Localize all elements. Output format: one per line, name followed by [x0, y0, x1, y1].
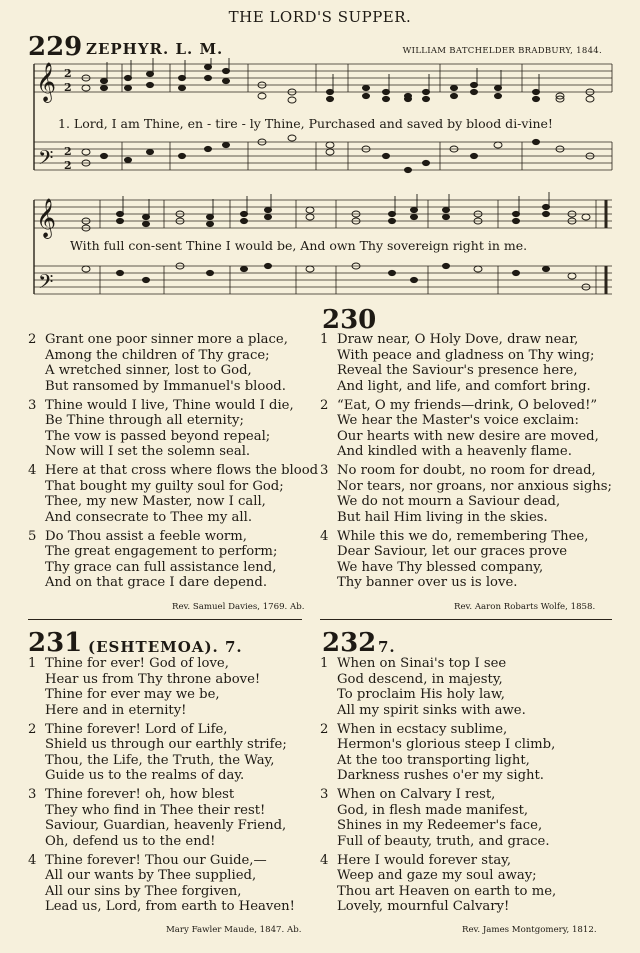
stanza	[320, 463, 620, 525]
svg-text:𝄢: 𝄢	[38, 270, 54, 298]
stanza	[28, 853, 318, 915]
hymn-230-number: 230	[322, 305, 377, 335]
verse-line: Thine for ever! God of love,	[45, 656, 229, 671]
verse-line: All our wants by Thee supplied,	[45, 868, 257, 884]
stanza	[28, 463, 318, 525]
verse-line: Hear us from Thy throne above!	[45, 671, 261, 687]
verse-line: We do not mourn a Saviour dead,	[337, 494, 561, 510]
verse-number: 3	[320, 463, 329, 479]
verse-line: Here and in eternity!	[45, 702, 187, 718]
hymn-232-number: 232	[322, 628, 377, 658]
verse-number: 5	[28, 528, 37, 544]
verse-line: Weep and gaze my soul away;	[337, 868, 537, 884]
verse-line: Guide us to the realms of day.	[45, 768, 245, 784]
verse-line: Thy grace can full assistance lend,	[45, 559, 277, 575]
verse-number: 2	[320, 397, 329, 413]
verse-line: Here at that cross where flows the blood	[45, 463, 319, 479]
verse-line: When in ecstacy sublime,	[337, 721, 508, 737]
svg-text:2: 2	[64, 67, 72, 80]
verse-line: Thy banner over us is love.	[337, 575, 518, 591]
verse-number: 4	[320, 852, 329, 868]
hymn-229-lyric-line-1: 1. Lord, I am Thine, en - tire - ly Thine, Purchased and saved by blood di-vine!	[58, 116, 553, 131]
verse-line: Lead us, Lord, from earth to Heaven!	[45, 899, 295, 915]
verse-line: We hear the Master's voice exclaim:	[337, 413, 579, 429]
verse-number: 4	[28, 463, 37, 479]
stanza	[320, 529, 620, 591]
verse-line: All our sins by Thee forgiven,	[45, 883, 242, 899]
verse-line: Thine forever! Lord of Life,	[45, 721, 228, 737]
verse-number: 4	[320, 528, 329, 544]
verse-line: All my spirit sinks with awe.	[337, 702, 526, 718]
verse-line: No room for doubt, no room for dread,	[337, 463, 596, 479]
verse-line: And on that grace I dare depend.	[45, 575, 268, 591]
running-head: THE LORD'S SUPPER.	[228, 8, 412, 26]
verse-number: 2	[28, 332, 37, 347]
verse-line: Oh, defend us to the end!	[45, 833, 216, 849]
hymn-230-credit: Rev. Aaron Robarts Wolfe, 1858.	[454, 602, 596, 612]
verse-number: 2	[320, 721, 329, 737]
verse-line: But ransomed by Immanuel's blood.	[45, 378, 286, 394]
stanza	[320, 853, 620, 915]
hymn-232-tune: 7.	[378, 638, 396, 656]
verse-line: Thine forever! oh, how blest	[45, 787, 235, 803]
verse-line: Dear Saviour, let our graces prove	[337, 544, 568, 560]
verse-number: 1	[320, 656, 329, 671]
hymn-232-stanzas	[320, 656, 620, 918]
verse-line: “Eat, O my friends—drink, O beloved!”	[337, 397, 598, 413]
verse-line: When on Sinai's top I see	[337, 656, 507, 671]
verse-line: Thine would I live, Thine would I die,	[45, 397, 294, 413]
verse-line: Do Thou assist a feeble worm,	[45, 528, 247, 544]
stanza	[28, 722, 318, 784]
hymn-231-number: 231	[28, 628, 83, 658]
verse-line: Shield us through our earthly strife;	[45, 737, 287, 753]
verse-line: Grant one poor sinner more a place,	[45, 332, 288, 347]
stanza	[320, 656, 620, 718]
verse-line: And light, and life, and comfort bring.	[337, 378, 591, 394]
verse-line: God, in flesh made manifest,	[337, 802, 529, 818]
verse-line: Draw near, O Holy Dove, draw near,	[337, 332, 579, 347]
divider-right	[320, 619, 612, 620]
verse-line: Thou, the Life, the Truth, the Way,	[45, 752, 275, 768]
verse-line: While this we do, remembering Thee,	[337, 528, 589, 544]
hymn-230-stanzas	[320, 332, 620, 594]
hymn-229-stanzas	[28, 332, 318, 594]
verse-line: With peace and gladness on Thy wing;	[337, 347, 595, 363]
hymn-232-credit: Rev. James Montgomery, 1812.	[462, 925, 597, 935]
svg-text:𝄞: 𝄞	[36, 198, 57, 238]
verse-number: 3	[320, 787, 329, 803]
stanza	[28, 787, 318, 849]
stanza	[320, 332, 620, 394]
verse-line: When on Calvary I rest,	[337, 787, 496, 803]
verse-line: The vow is passed beyond repeal;	[45, 428, 271, 444]
hymn-229-credit: Rev. Samuel Davies, 1769. Ab.	[172, 602, 305, 612]
verse-number: 1	[320, 332, 329, 347]
hymn-229-number: 229	[28, 32, 83, 62]
hymn-231-stanzas	[28, 656, 318, 918]
svg-text:𝄞: 𝄞	[36, 62, 57, 102]
verse-line: Thine forever! Thou our Guide,—	[45, 852, 267, 868]
hymn-231-tune: (ESHTEMOA). 7.	[88, 638, 243, 656]
stanza	[320, 722, 620, 784]
verse-line: Thine for ever may we be,	[45, 687, 220, 703]
hymn-229-composer: WILLIAM BATCHELDER BRADBURY, 1844.	[402, 46, 602, 56]
verse-line: Hermon's glorious steep I climb,	[337, 737, 556, 753]
verse-number: 4	[28, 852, 37, 868]
verse-line: We have Thy blessed company,	[337, 559, 544, 575]
verse-line: Be Thine through all eternity;	[45, 413, 244, 429]
verse-line: And kindled with a heavenly flame.	[337, 444, 572, 460]
verse-line: Now will I set the solemn seal.	[45, 444, 251, 460]
verse-line: God descend, in majesty,	[337, 671, 503, 687]
verse-line: Reveal the Saviour's presence here,	[337, 363, 578, 379]
verse-line: Darkness rushes o'er my sight.	[337, 768, 545, 784]
verse-line: Lovely, mournful Calvary!	[337, 899, 510, 915]
stanza	[320, 398, 620, 460]
verse-line: Shines in my Redeemer's face,	[337, 818, 543, 834]
verse-line: Saviour, Guardian, heavenly Friend,	[45, 818, 287, 834]
stanza	[28, 529, 318, 591]
hymn-229-lyric-line-2: With full con-sent Thine I would be, And own Thy sovereign right in me.	[70, 238, 528, 253]
stanza	[28, 332, 318, 394]
verse-line: And consecrate to Thee my all.	[45, 509, 253, 525]
svg-text:2: 2	[64, 159, 72, 172]
hymn-231-credit: Mary Fawler Maude, 1847. Ab.	[166, 925, 302, 935]
svg-text:𝄢: 𝄢	[38, 146, 54, 174]
verse-number: 1	[28, 656, 37, 671]
verse-line: Here I would forever stay,	[337, 852, 512, 868]
verse-line: A wretched sinner, lost to God,	[45, 363, 252, 379]
stanza	[28, 398, 318, 460]
divider-left	[28, 619, 302, 620]
verse-line: Nor tears, nor groans, nor anxious sighs;	[337, 478, 612, 494]
verse-line: But hail Him living in the skies.	[337, 509, 548, 525]
verse-line: Among the children of Thy grace;	[45, 347, 270, 363]
verse-line: Thee, my new Master, now I call,	[45, 494, 266, 510]
verse-line: That bought my guilty soul for God;	[45, 478, 284, 494]
svg-text:2: 2	[64, 145, 72, 158]
verse-line: To proclaim His holy law,	[337, 687, 505, 703]
verse-number: 3	[28, 787, 37, 803]
verse-number: 2	[28, 721, 37, 737]
stanza	[28, 656, 318, 718]
svg-text:2: 2	[64, 81, 72, 94]
verse-line: They who find in Thee their rest!	[45, 802, 266, 818]
verse-line: Full of beauty, truth, and grace.	[337, 833, 550, 849]
verse-line: Our hearts with new desire are moved,	[337, 428, 599, 444]
verse-line: At the too transporting light,	[337, 752, 530, 768]
verse-line: Thou art Heaven on earth to me,	[337, 883, 557, 899]
verse-number: 3	[28, 397, 37, 413]
verse-line: The great engagement to perform;	[45, 544, 278, 560]
hymn-229-tune: ZEPHYR. L. M.	[86, 40, 224, 58]
stanza	[320, 787, 620, 849]
